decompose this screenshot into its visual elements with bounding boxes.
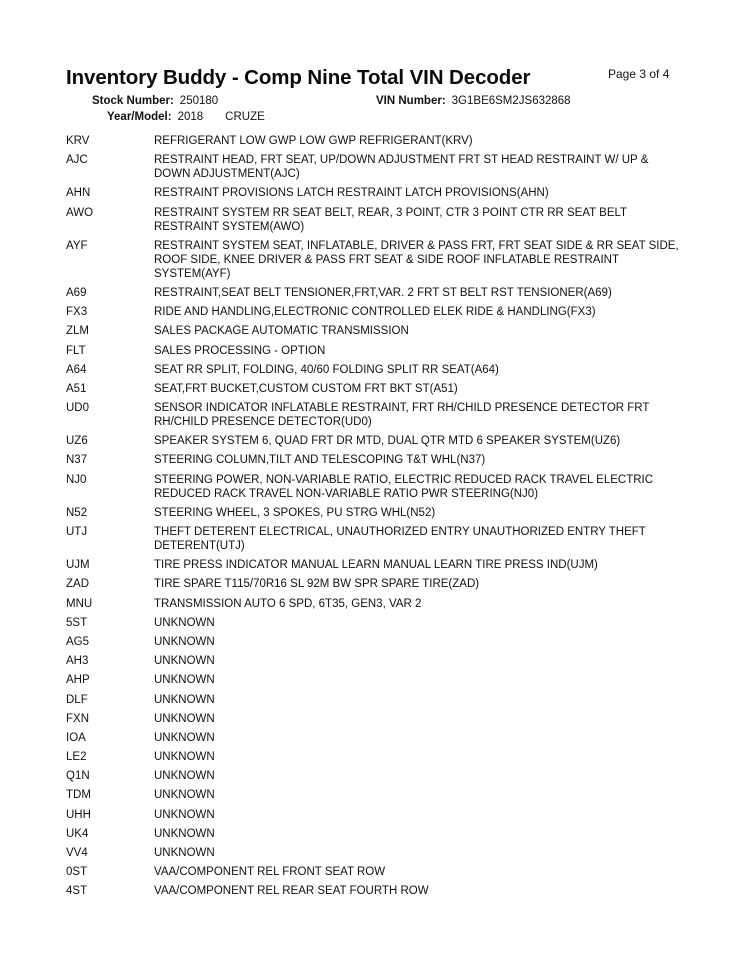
list-item [66,324,686,338]
option-description: UNKNOWN [154,847,215,859]
option-code: 4ST [66,885,88,898]
list-item [66,827,686,841]
option-description: SENSOR INDICATOR INFLATABLE RESTRAINT, FRT RH/CHILD PRESENCE DETECTOR FRT RH/CHILD PRESENCE DETECTOR(UD0) [154,402,650,429]
option-description: UNKNOWN [154,635,215,648]
option-code: Q1N [66,770,90,783]
option-description: SEAT RR SPLIT, FOLDING, 40/60 FOLDING SPLIT RR SEAT(A64) [154,363,499,376]
option-description: UNKNOWN [154,827,215,840]
page-title: Inventory Buddy - Comp Nine Total VIN Decoder [66,66,531,89]
list-item [66,693,686,707]
list-item [66,153,686,181]
option-code: A69 [66,286,87,299]
option-code: UHH [66,808,91,821]
option-code: 0ST [66,866,88,879]
option-description: UNKNOWN [154,655,215,668]
option-description: VAA/COMPONENT REL REAR SEAT FOURTH ROW [154,885,429,898]
option-code: AHN [66,187,91,200]
list-item [66,186,686,200]
option-description: SALES PROCESSING - OPTION [154,344,326,357]
list-item [66,206,686,234]
option-code: AG5 [66,635,90,648]
option-description: STEERING COLUMN,TILT AND TELESCOPING T&T WHL(N37) [154,454,486,467]
option-description: UNKNOWN [154,693,215,706]
list-item [66,673,686,687]
option-description: THEFT DETERENT ELECTRICAL, UNAUTHORIZED ENTRY UNAUTHORIZED ENTRY THEFT DETERENT(UTJ) [154,526,646,552]
list-item [66,239,686,281]
option-description: UNKNOWN [154,789,215,802]
option-code: AYF [66,239,88,252]
option-code: VV4 [66,847,88,859]
option-code: N37 [66,454,88,467]
option-description: RESTRAINT,SEAT BELT TENSIONER,FRT,VAR. 2 FRT ST BELT RST TENSIONER(A69) [154,286,612,299]
option-code: IOA [66,731,86,744]
option-code: FLT [66,344,86,357]
vin-number-value: 3G1BE6SM2JS632868 [451,95,571,107]
option-description: TIRE PRESS INDICATOR MANUAL LEARN MANUAL LEARN TIRE PRESS IND(UJM) [154,559,598,572]
stock-number-value: 250180 [179,95,219,107]
option-description: UNKNOWN [154,712,215,725]
option-description: SPEAKER SYSTEM 6, QUAD FRT DR MTD, DUAL QTR MTD 6 SPEAKER SYSTEM(UZ6) [154,435,621,448]
list-item [66,434,686,448]
list-item [66,286,686,300]
option-description: STEERING WHEEL, 3 SPOKES, PU STRG WHL(N52) [154,506,436,519]
list-item [66,382,686,396]
list-item [66,654,686,668]
option-description: UNKNOWN [154,674,215,687]
option-code: UD0 [66,402,90,415]
option-description: UNKNOWN [154,751,215,764]
option-description: TIRE SPARE T115/70R16 SL 92M BW SPR SPARE TIRE(ZAD) [154,578,480,591]
option-code: TDM [66,789,91,802]
option-code: AWO [66,206,94,219]
option-code: A64 [66,363,87,376]
option-code: 5ST [66,616,88,629]
option-description: RESTRAINT PROVISIONS LATCH RESTRAINT LATCH PROVISIONS(AHN) [154,187,549,200]
list-item [66,401,686,429]
stock-number [92,95,218,107]
list-item [66,731,686,745]
list-item [66,750,686,764]
option-description: RESTRAINT SYSTEM SEAT, INFLATABLE, DRIVER & PASS FRT, FRT SEAT SIDE & RR SEAT SIDE, ROOF SIDE, KNEE DRIVER & PASS FRT SEAT & SIDE ROOF INFLATABLE RESTRAINT SYSTEM(AYF) [154,239,679,280]
option-code-list [66,134,686,904]
option-code: ZLM [66,325,89,338]
list-item [66,616,686,630]
option-code: AHP [66,674,90,687]
option-code: A51 [66,382,87,395]
list-item [66,769,686,783]
list-item [66,473,686,501]
option-description: UNKNOWN [154,808,215,821]
option-code: LE2 [66,751,87,764]
list-item [66,808,686,822]
option-description: UNKNOWN [154,731,215,744]
option-description: TRANSMISSION AUTO 6 SPD, 6T35, GEN3, VAR 2 [154,597,422,610]
option-description: VAA/COMPONENT REL FRONT SEAT ROW [154,866,386,879]
year-model [107,111,265,123]
list-item [66,865,686,879]
option-description: RESTRAINT SYSTEM RR SEAT BELT, REAR, 3 POINT, CTR 3 POINT CTR RR SEAT BELT RESTRAINT SYSTEM(AWO) [154,206,627,233]
list-item [66,712,686,726]
option-code: UK4 [66,827,89,840]
list-item [66,884,686,898]
list-item [66,577,686,591]
list-item [66,846,686,860]
option-code: UJM [66,559,90,572]
option-description: STEERING POWER, NON-VARIABLE RATIO, ELECTRIC REDUCED RACK TRAVEL ELECTRIC REDUCED RACK TRAVEL NON-VARIABLE RATIO PWR STEERING(NJ0) [154,473,654,500]
option-description: RIDE AND HANDLING,ELECTRONIC CONTROLLED ELEK RIDE & HANDLING(FX3) [154,306,596,319]
option-code: ZAD [66,578,89,591]
vin-number-label: VIN Number: [376,95,446,107]
option-code: NJ0 [66,473,87,486]
model-value: CRUZE [225,111,265,123]
year-value: 2018 [177,111,204,123]
option-code: AH3 [66,655,89,668]
option-description: UNKNOWN [154,770,215,783]
option-code: UTJ [66,526,88,538]
list-item [66,525,686,553]
list-item [66,344,686,358]
option-code: FXN [66,712,89,725]
option-code: FX3 [66,306,88,319]
option-description: SEAT,FRT BUCKET,CUSTOM CUSTOM FRT BKT ST(A51) [154,382,458,395]
list-item [66,305,686,319]
list-item [66,363,686,377]
option-description: SALES PACKAGE AUTOMATIC TRANSMISSION [154,325,409,338]
option-code: MNU [66,597,93,610]
list-item [66,635,686,649]
list-item [66,506,686,520]
list-item [66,558,686,572]
option-code: UZ6 [66,435,88,448]
list-item [66,134,686,148]
list-item [66,597,686,611]
option-description: RESTRAINT HEAD, FRT SEAT, UP/DOWN ADJUSTMENT FRT ST HEAD RESTRAINT W/ UP & DOWN ADJUSTMENT(AJC) [154,154,649,181]
vin-number [376,95,571,107]
option-code: KRV [66,135,90,147]
page-number: Page 3 of 4 [608,67,670,81]
option-code: AJC [66,154,88,167]
option-code: DLF [66,693,88,706]
option-description: UNKNOWN [154,616,215,629]
list-item [66,453,686,467]
option-code: N52 [66,506,88,519]
year-model-label: Year/Model: [107,111,172,123]
stock-number-label: Stock Number: [92,95,174,107]
list-item [66,788,686,802]
option-description: REFRIGERANT LOW GWP LOW GWP REFRIGERANT(KRV) [154,135,473,147]
